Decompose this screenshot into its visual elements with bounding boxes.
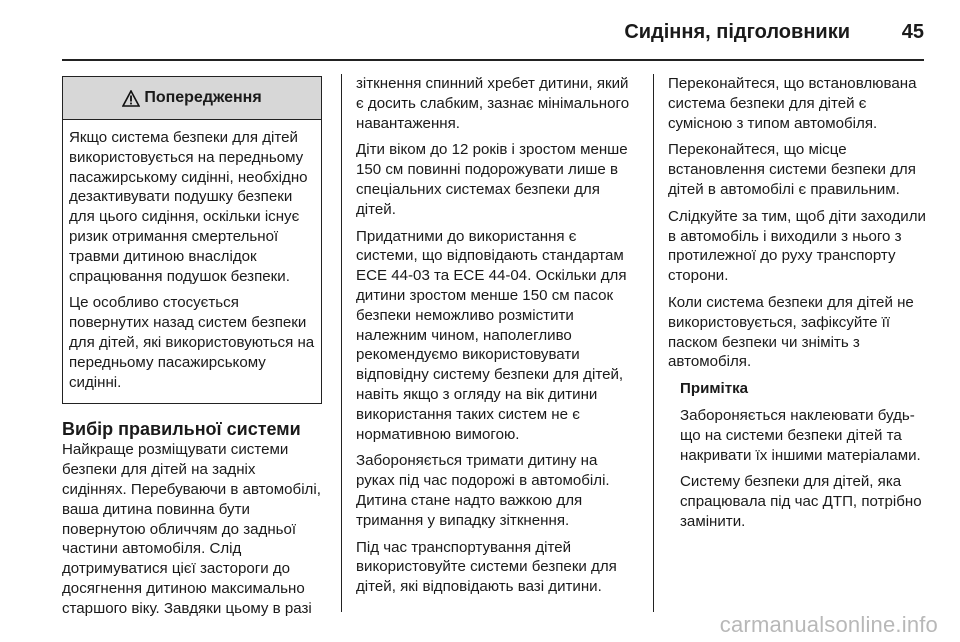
note-title: Примітка <box>680 380 749 398</box>
column-divider <box>653 74 654 612</box>
warning-header <box>63 77 321 120</box>
body-paragraph: Діти віком до 12 років і зростом менше 150 см повинні подорожувати лише в спеціальних системах безпеки для дітей. <box>356 141 628 218</box>
header-rule <box>62 59 924 61</box>
warning-box <box>62 76 322 404</box>
column-left <box>62 76 324 626</box>
warning-paragraph: Це особливо стосується повернутих назад систем безпеки для дітей, які використовуються на передньому пасажирському сидінні. <box>69 294 315 391</box>
watermark: carmanualsonline.info <box>719 612 938 637</box>
note-block <box>668 379 930 532</box>
column-divider <box>341 74 342 612</box>
warning-triangle-icon <box>122 90 140 107</box>
page-header <box>0 14 960 50</box>
note-paragraph: Забороняється наклеювати будь-що на системи безпеки дітей та накривати їх іншими матеріалами. <box>680 406 921 464</box>
warning-paragraph: Якщо система безпеки для дітей використовується на передньому пасажирському сидінні, необхідно дезактивувати подушку безпеки для цього сидіння, оскільки існує ризик отримання смертельної травми дитиною внаслідок спрацювання подушок безпеки. <box>69 129 308 285</box>
column-middle <box>356 74 630 604</box>
note-paragraph: Систему безпеки для дітей, яка спрацювала під час ДТП, потрібно замінити. <box>680 473 922 530</box>
body-paragraph: зіткнення спинний хребет дитини, який є досить слабким, зазнає мінімального навантаження. <box>356 75 630 132</box>
body-paragraph: Переконайтеся, що місце встановлення системи безпеки для дітей в автомобілі є правильним. <box>668 141 916 198</box>
warning-title: Попередження <box>144 89 262 107</box>
body-paragraph: Переконайтеся, що встановлювана система безпеки для дітей є сумісною з типом автомобіля. <box>668 75 917 132</box>
body-paragraph: Придатними до використання є системи, що відповідають стандартам ECE 44-03 та ECE 44-04. Оскільки для дитини зростом менше 150 см пасок безпеки неможливо розмістити належним чином, наполегливо рекомендуємо використовувати відповідну систему безпеки для дітей, навіть якщо з огляду на вік дитини використання таких систем не є нормативною вимогою. <box>356 227 627 443</box>
section-title: Вибір правильної системи <box>62 419 301 440</box>
body-paragraph: Забороняється тримати дитину на руках під час подорожі в автомобілі. Дитина стане надто важкою для тримання у випадку зіткнення. <box>356 452 610 529</box>
column-right <box>668 74 930 539</box>
body-paragraph: Під час транспортування дітей використовуйте системи безпеки для дітей, які відповідають вазі дитини. <box>356 538 617 596</box>
body-paragraph: Коли система безпеки для дітей не використовується, зафіксуйте її паском безпеки чи зніміть з автомобіля. <box>668 293 914 371</box>
page-number: 45 <box>901 21 924 43</box>
body-paragraph: Найкраще розміщувати системи безпеки для дітей на задніх сидіннях. Перебуваючи в автомобілі, ваша дитина повинна бути повернутою обличчям до задньої частини автомобіля. Слід дотримуватися цієї застороги до досягнення дитиною максимально старшого віку. Завдяки цьому в разі <box>62 441 321 617</box>
body-paragraph: Слідкуйте за тим, щоб діти заходили в автомобіль і виходили з нього з протилежної до руху транспорту сторони. <box>668 207 926 285</box>
warning-body <box>63 120 321 403</box>
page-title: Сидіння, підголовники <box>624 21 850 43</box>
